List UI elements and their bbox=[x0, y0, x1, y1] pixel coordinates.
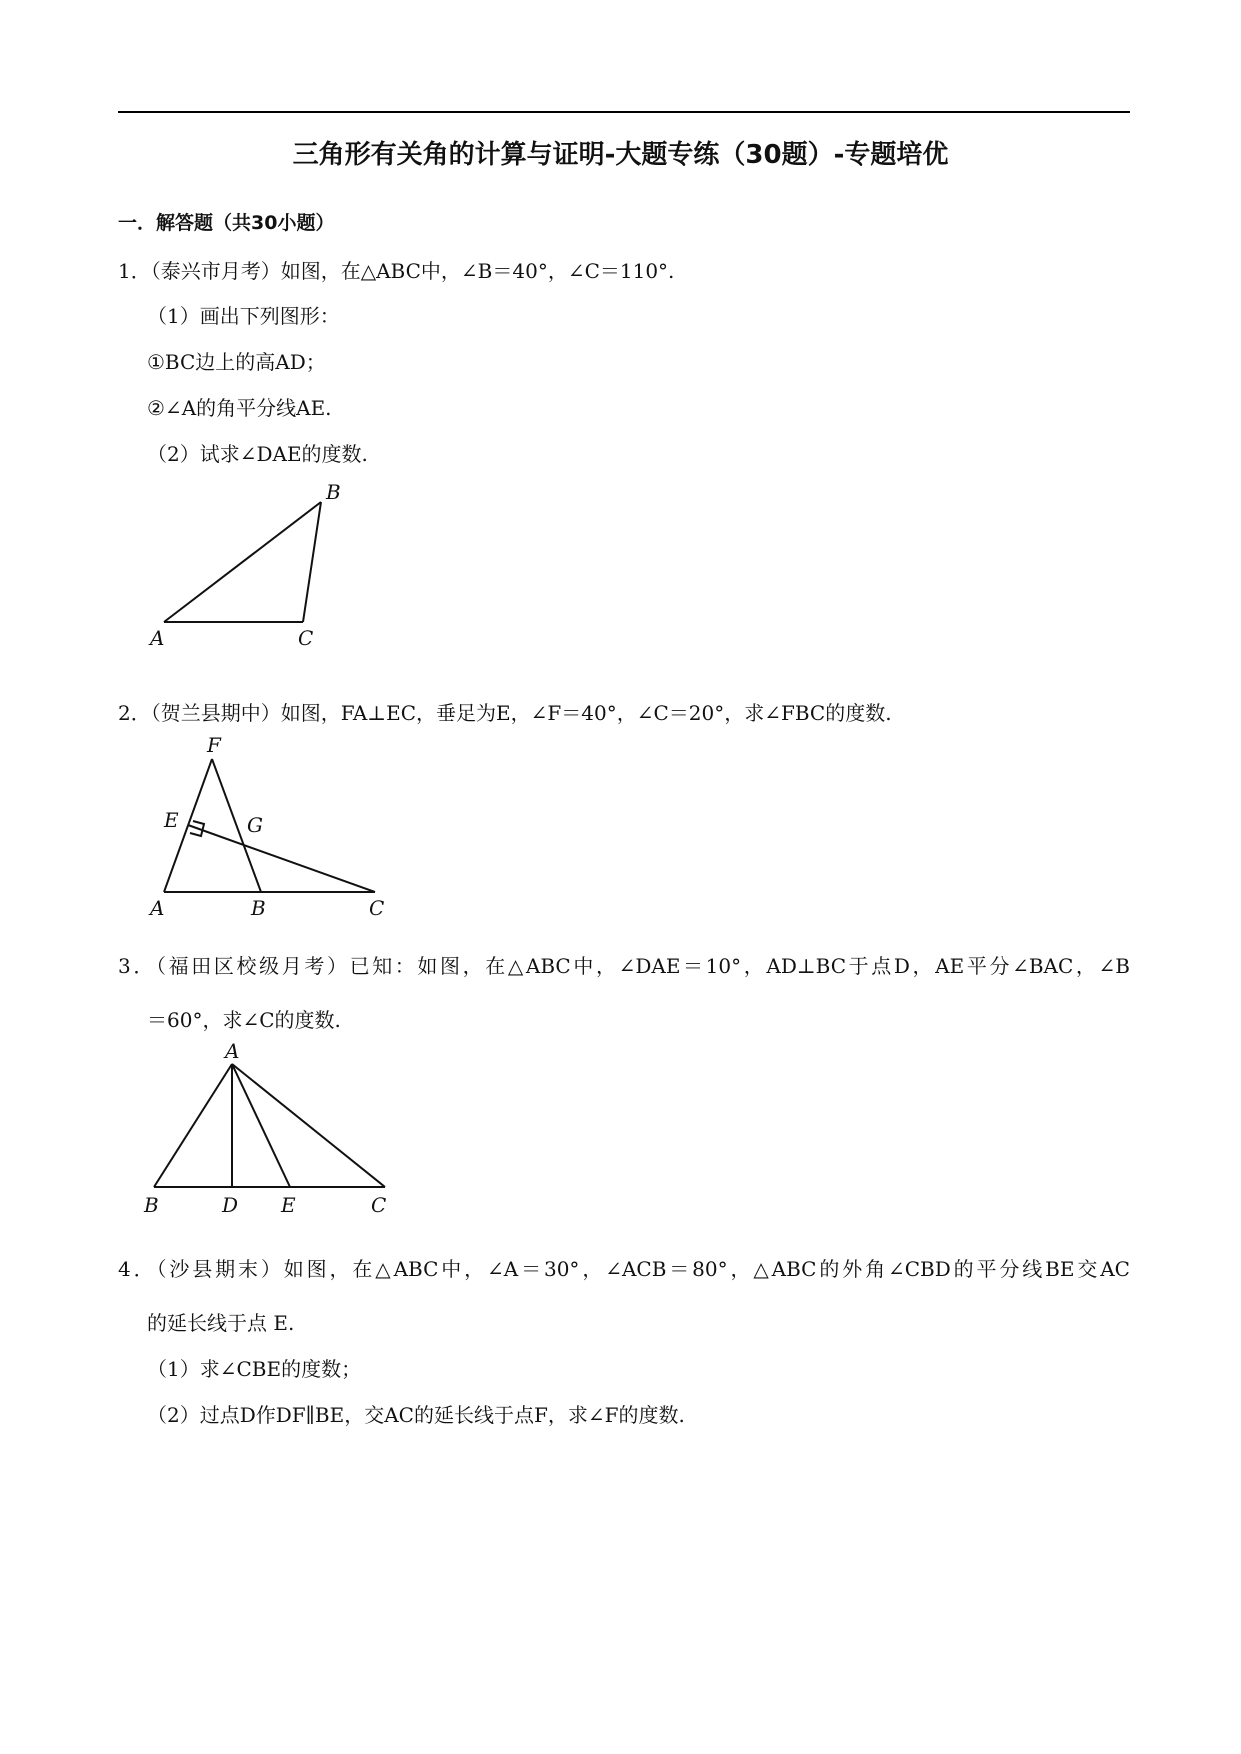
label-a: A bbox=[150, 626, 165, 650]
problem-3-stem-line-1: 3．（福田区校级月考）已知：如图，在△ABC中，∠DAE＝10°，AD⊥BC于点D，AE平分∠BAC，∠B bbox=[118, 954, 1130, 978]
label-g: G bbox=[247, 813, 263, 837]
label-a: A bbox=[150, 896, 165, 920]
problem-1-stem: 1．（泰兴市月考）如图，在△ABC中，∠B＝40°，∠C＝110°. bbox=[118, 259, 675, 283]
problem-3-figure bbox=[140, 1040, 400, 1220]
problem-2-stem: 2．（贺兰县期中）如图，FA⊥EC，垂足为E，∠F＝40°，∠C＝20°，求∠FBC的度数. bbox=[118, 701, 892, 725]
document-title: 三角形有关角的计算与证明-大题专练（30题）-专题培优 bbox=[292, 140, 949, 170]
problem-1-part-1: （1）画出下列图形： bbox=[147, 304, 340, 328]
problem-4-part-2: （2）过点D作DF∥BE，交AC的延长线于点F，求∠F的度数. bbox=[147, 1403, 685, 1427]
label-d: D bbox=[222, 1193, 239, 1217]
label-c: C bbox=[369, 896, 385, 920]
problem-4-part-1: （1）求∠CBE的度数； bbox=[147, 1357, 362, 1381]
problem-1-item-1: ①BC边上的高AD； bbox=[147, 350, 326, 374]
problem-3-stem-line-2: ＝60°，求∠C的度数. bbox=[147, 1008, 341, 1032]
label-b: B bbox=[251, 896, 266, 920]
problem-1-item-2: ②∠A的角平分线AE. bbox=[147, 396, 332, 420]
label-e: E bbox=[164, 808, 179, 832]
problem-1-part-2: （2）试求∠DAE的度数. bbox=[147, 442, 368, 466]
label-a: A bbox=[225, 1039, 240, 1063]
label-c: C bbox=[298, 626, 314, 650]
label-c: C bbox=[371, 1193, 387, 1217]
label-f: F bbox=[207, 733, 221, 757]
problem-1-figure bbox=[140, 475, 400, 650]
figure-lines bbox=[164, 759, 375, 892]
section-heading: 一．解答题（共30小题） bbox=[118, 212, 335, 234]
figure-lines bbox=[154, 1064, 385, 1187]
problem-2-figure bbox=[140, 735, 400, 925]
problem-4-stem-line-2: 的延长线于点 E. bbox=[147, 1311, 295, 1335]
label-b: B bbox=[326, 480, 341, 504]
label-b: B bbox=[144, 1193, 159, 1217]
header-rule bbox=[118, 111, 1130, 113]
problem-4-stem-line-1: 4．（沙县期末）如图，在△ABC中，∠A＝30°，∠ACB＝80°，△ABC的外角∠CBD的平分线BE交AC bbox=[118, 1257, 1130, 1281]
label-e: E bbox=[281, 1193, 296, 1217]
triangle-abc bbox=[164, 502, 321, 622]
